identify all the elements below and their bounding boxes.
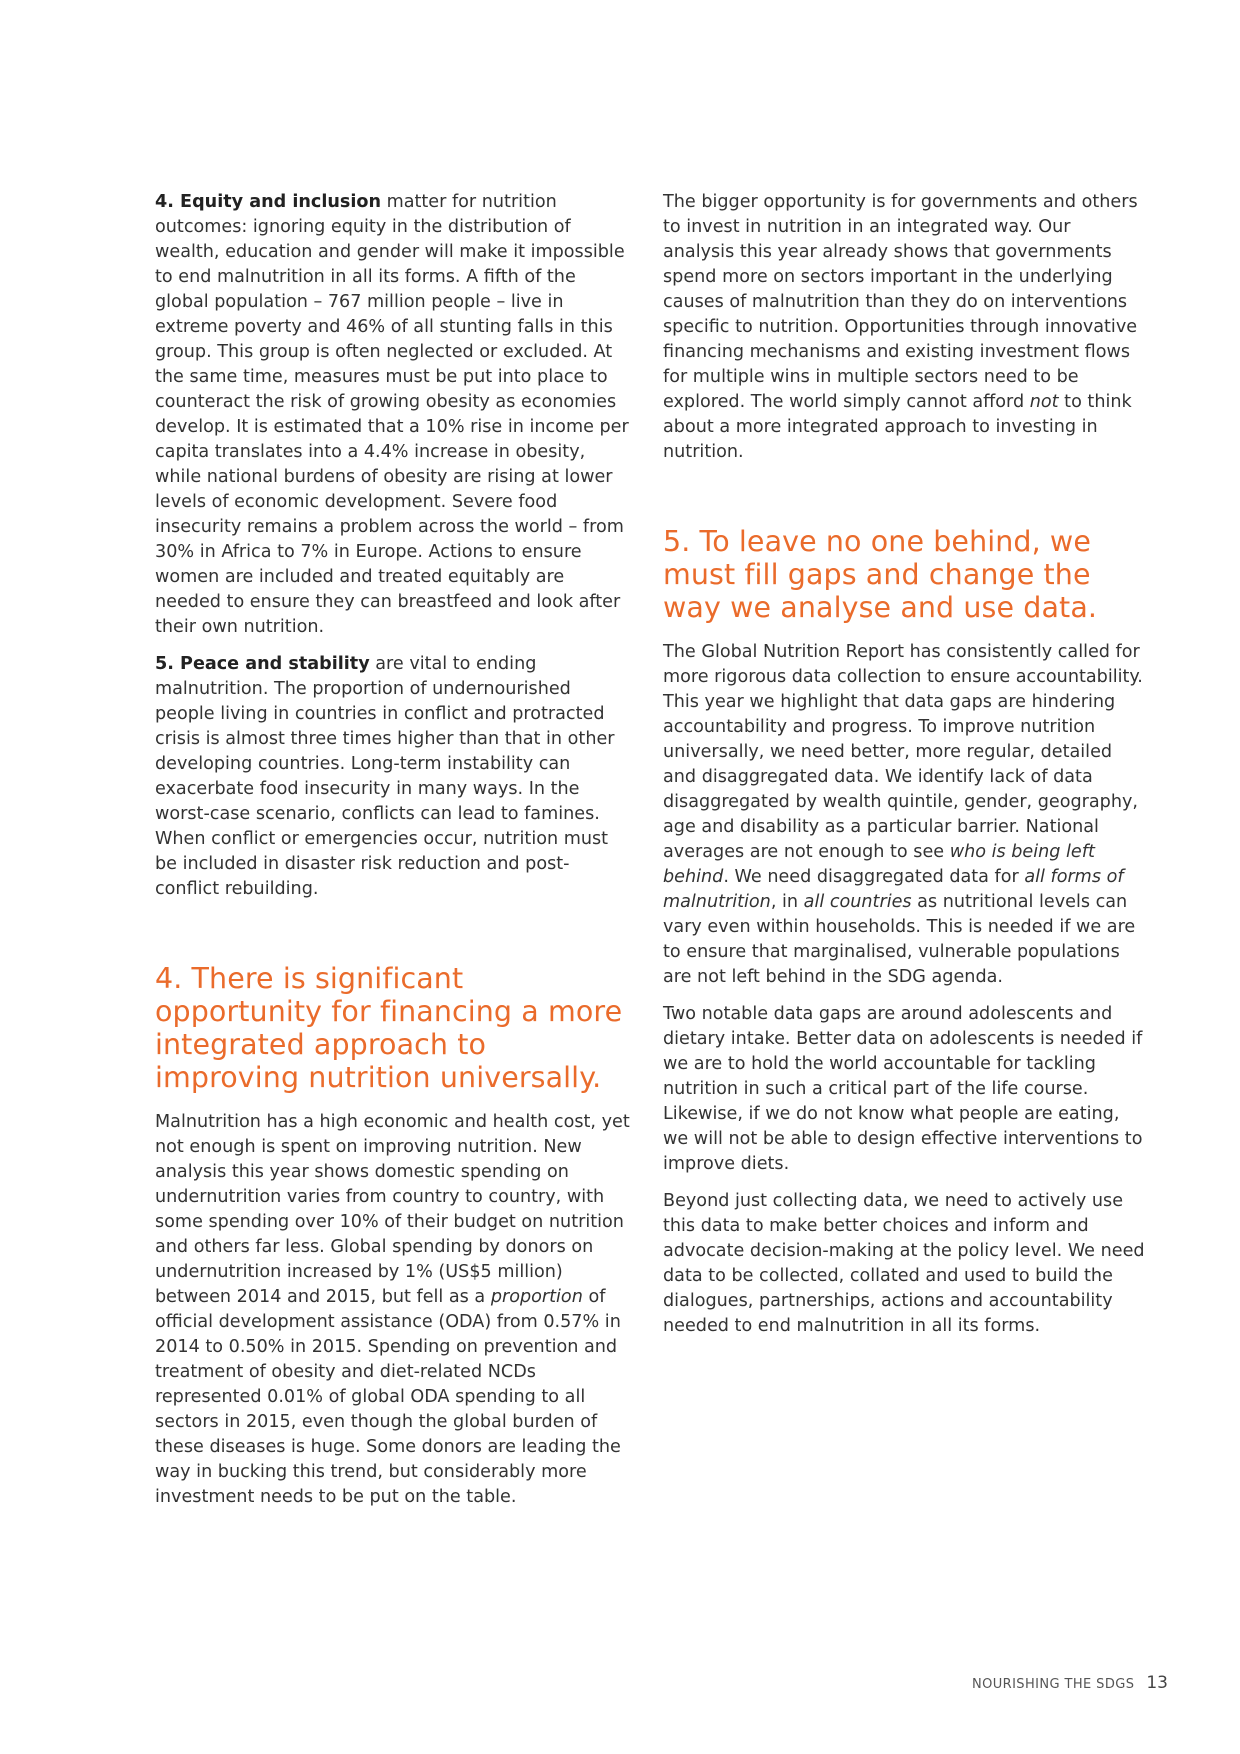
financing-paragraph <box>155 1110 633 1510</box>
peace-lead: 5. Peace and stability <box>155 654 370 674</box>
data-gaps-paragraph <box>663 640 1145 990</box>
data-gaps-text-c: , in <box>770 892 804 912</box>
peace-text: are vital to ending malnutrition. The proportion of undernourished people living in countries in conflict and protracted crisis is almost three times higher than that in other developing countries. Long-term instability can exacerbate food insecurity in many ways. In the worst-case scenario, conflicts can lead to famines. When conflict or emergencies occur, nutrition must be included in disaster risk reduction and post-conflict rebuilding. <box>155 654 615 899</box>
equity-lead: 4. Equity and inclusion <box>155 192 381 212</box>
section-5-heading: 5. To leave no one behind, we must fill gaps and change the way we analyse and use data. <box>663 525 1098 624</box>
data-gaps-emphasis-1: who is being left behind <box>663 842 1095 887</box>
use-data-paragraph: Beyond just collecting data, we need to actively use this data to make better choices and inform and advocate decision-making at the policy level. We need data to be collected, collated and used to build the dialogues, partnerships, actions and accountability needed to end malnutrition in all its forms. <box>663 1191 1145 1336</box>
peace-paragraph <box>155 652 633 902</box>
financing-text-b: of official development assistance (ODA) from 0.57% in 2014 to 0.50% in 2015. Spending on prevention and treatment of obesity and diet-related NCDs represented 0.01% of global ODA spending to all sectors in 2015, even though the global burden of these diseases is huge. Some donors are leading the way in bucking this trend, but considerably more investment needs to be put on the table. <box>155 1287 621 1507</box>
adolescents-paragraph: Two notable data gaps are around adolescents and dietary intake. Better data on adolescents is needed if we are to hold the world accountable for tackling nutrition in such a critical part of the life course. Likewise, if we do not know what people are eating, we will not be able to design effective interventions to improve diets. <box>663 1004 1143 1174</box>
data-gaps-text-d: as nutritional levels can vary even within households. This is needed if we are to ensure that marginalised, vulnerable populations are not left behind in the SDG agenda. <box>663 892 1136 987</box>
left-column <box>155 190 633 1522</box>
financing-text-a: Malnutrition has a high economic and health cost, yet not enough is spent on improving nutrition. New analysis this year shows domestic spending on undernutrition varies from country to country, with some spending over 10% of their budget on nutrition and others far less. Global spending by donors on undernutrition increased by 1% (US$5 million) between 2014 and 2015, but fell as a <box>155 1112 630 1307</box>
data-gaps-text-b: . We need disaggregated data for <box>723 867 1025 887</box>
data-gaps-text-a: The Global Nutrition Report has consistently called for more rigorous data collection to ensure accountability. This year we highlight that data gaps are hindering accountability and progress. To improve nutrition universally, we need better, more regular, detailed and disaggregated data. We identify lack of data disaggregated by wealth quintile, gender, geography, age and disability as a particular barrier. National averages are not enough to see <box>663 642 1143 862</box>
opportunity-emphasis: not <box>1029 392 1059 412</box>
page-number: 13 <box>1146 1673 1168 1693</box>
data-gaps-emphasis-3: all countries <box>803 892 912 912</box>
footer-title: NOURISHING THE SDGS <box>971 1677 1135 1692</box>
right-column <box>663 190 1145 1351</box>
page-footer <box>972 1673 1168 1693</box>
opportunity-text-a: The bigger opportunity is for governments and others to invest in nutrition in an integrated way. Our analysis this year already shows that governments spend more on sectors important in the underlying causes of malnutrition than they do on interventions specific to nutrition. Opportunities through innovative financing mechanisms and existing investment flows for multiple wins in multiple sectors need to be explored. The world simply cannot afford <box>663 192 1138 412</box>
equity-paragraph <box>155 190 633 640</box>
section-4-heading: 4. There is significant opportunity for financing a more integrated approach to improving nutrition universally. <box>155 962 623 1094</box>
data-gaps-emphasis-2: all forms of malnutrition <box>663 867 1124 912</box>
opportunity-text-b: to think about a more integrated approach to investing in nutrition. <box>663 392 1132 462</box>
equity-text: matter for nutrition outcomes: ignoring equity in the distribution of wealth, education and gender will make it impossible to end malnutrition in all its forms. A fifth of the global population – 767 million people – live in extreme poverty and 46% of all stunting falls in this group. This group is often neglected or excluded. At the same time, measures must be put into place to counteract the risk of growing obesity as economies develop. It is estimated that a 10% rise in income per capita translates into a 4.4% increase in obesity, while national burdens of obesity are rising at lower levels of economic development. Severe food insecurity remains a problem across the world – from 30% in Africa to 7% in Europe. Actions to ensure women are included and treated equitably are needed to ensure they can breastfeed and look after their own nutrition. <box>155 192 629 637</box>
financing-emphasis: proportion <box>490 1287 583 1307</box>
opportunity-paragraph <box>663 190 1145 465</box>
